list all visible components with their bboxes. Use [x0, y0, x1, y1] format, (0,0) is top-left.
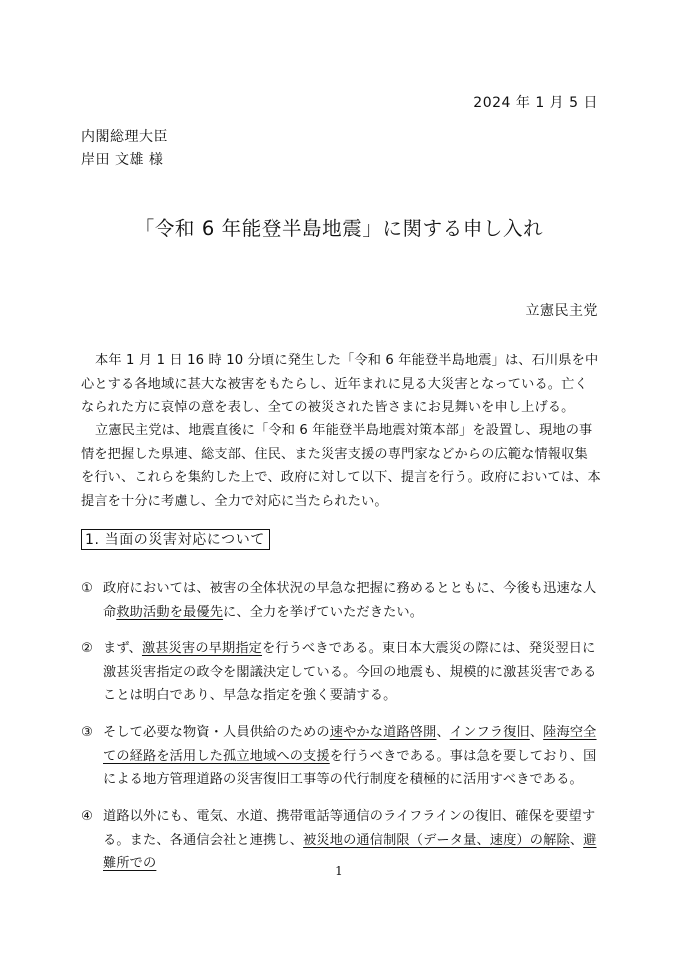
item-underlined-text: 陸海空全ての経路を活用した孤立地域への支援 [103, 725, 597, 764]
item-text-segment: まず、 [103, 641, 142, 656]
item-text [103, 721, 605, 792]
page-number: 1 [335, 864, 343, 878]
item-underlined-text: 激甚災害の早期指定 [141, 641, 263, 656]
item-underlined-text: 避難所での [103, 832, 597, 872]
item-underlined-text: 被災地の通信制限（データ量、速度）の解除 [303, 832, 570, 848]
list-item [81, 577, 605, 624]
addressee-name: 岸田 文雄 様 [81, 152, 164, 168]
sender-party: 立憲民主党 [525, 303, 598, 319]
list-item [81, 637, 605, 708]
item-text-segment: 道路以外にも、電気、水道、携帯電話等通信のライフラインの復旧、確保を要望する。また、各通信会社と連携し、 [103, 809, 596, 848]
item-text-segment: 、 [529, 725, 544, 740]
document-title: 「令和 6 年能登半島地震」に関する申し入れ [134, 217, 544, 240]
intro-paragraph: 立憲民主党は、地震直後に「令和 6 年能登半島地震対策本部」を設置し、現地の事情を把握した県連、総支部、住民、また災害支援の専門家などからの広範な情報収集を行い、これらを集約した上で、政府に対して以下、提言を行う。政府においては、本提言を十分に考慮し、全力で対応に当たられたい。 [81, 423, 601, 509]
item-text-segment: を行うべきである。東日本大震災の際には、発災翌日に激甚災害指定の政令を閣議決定している。今回の地震も、規模的に激甚災害であることは明白であり、早急な指定を強く要請する。 [103, 641, 597, 704]
section-heading: 1. 当面の災害対応について [81, 529, 270, 550]
item-number: ③ [81, 725, 93, 740]
item-text-segment: 政府においては、被害の全体状況の早急な把握に務めるとともに、今後も迅速な人命 [103, 581, 597, 620]
addressee-title: 内閣総理大臣 [81, 129, 168, 145]
item-text [103, 637, 605, 708]
item-text-segment: そして必要な物資・人員供給のための [103, 725, 330, 740]
intro-paragraph: 本年 1 月 1 日 16 時 10 分頃に発生した「令和 6 年能登半島地震」は、石川県を中心とする各地域に甚大な被害をもたらし、近年まれに見る大災害となっている。亡くなられた方に哀悼の意を表し、全ての被災された皆さまにお見舞いを申し上げる。 [81, 353, 599, 416]
item-number: ① [81, 581, 93, 596]
list-item [81, 721, 605, 792]
item-text-segment: 、 [436, 725, 450, 740]
item-text-segment: を行うべきである。事は急を要しており、国による地方管理道路の災害復旧工事等の代行制度を積極的に活用すべきである。 [103, 748, 597, 788]
item-underlined-text: 速やかな道路啓開 [329, 725, 437, 740]
item-underlined-text: 救助活動を最優先 [116, 604, 224, 620]
item-underlined-text: インフラ復旧 [449, 725, 530, 740]
item-text [103, 577, 605, 624]
document-date: 2024 年 1 月 5 日 [473, 95, 598, 111]
item-number: ② [81, 641, 93, 656]
item-number: ④ [81, 809, 93, 824]
item-text-segment: に、全力を挙げていただきたい。 [223, 604, 424, 620]
item-text-segment: 、 [569, 832, 584, 848]
